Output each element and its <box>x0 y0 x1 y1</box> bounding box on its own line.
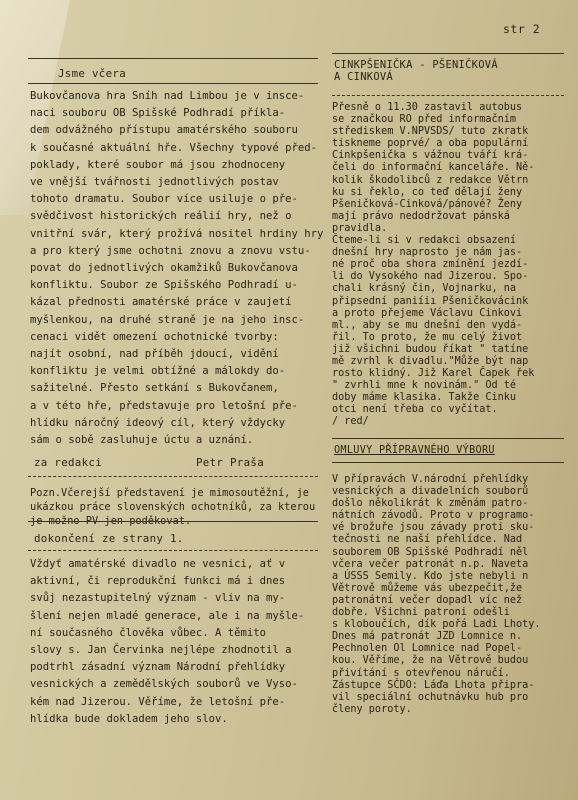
text-line: ní současného člověka vůbec. A těmito <box>30 626 266 639</box>
continuation-body <box>30 556 318 728</box>
text-line: kém nad Jizerou. Věříme, že letošní pře- <box>30 695 286 708</box>
text-line: Dnes má patronát JZD Lomnice n. <box>332 631 523 643</box>
text-line: konfliktu. Soubor ze Spišského Podhradí u- <box>30 279 298 292</box>
text-line: poklady, které soubor má jsou zhodnoceny <box>30 158 286 171</box>
text-line: svědčivost historických reálií hry, než o <box>30 210 292 223</box>
article-title-omluvy: OMLUVY PŘÍPRAVNÉHO VÝBORU <box>334 445 495 456</box>
text-line: konfliktu je velmi obtížné a málokdy do- <box>30 365 286 378</box>
top-rule-right <box>332 53 564 54</box>
text-line: Čteme-li si v redakci obsazení <box>332 235 517 247</box>
text-line: ve vnější tvářnosti jednotlivých postav <box>30 176 279 189</box>
text-line: sám o sobě zasluhuje úctu a uznání. <box>30 434 254 447</box>
text-line: vé brožuře jsou závady proti sku- <box>332 522 535 534</box>
text-line: s kloboučích, dík pořá Ladi Lhoty. <box>332 619 541 631</box>
text-line: a ÚSSS Semily. Kdo jste nebyli n <box>332 570 529 582</box>
text-line: slovy s. Jan Červinka nejlépe zhodnotil a <box>30 644 292 657</box>
text-line: Pechnolen Ol Lomnice nad Popel- <box>332 643 523 655</box>
title-rule-right <box>332 95 564 96</box>
article-body-jsme-vcera <box>30 88 324 449</box>
text-line: došlo několikrát k změnám patro- <box>332 498 529 510</box>
text-line: pravidla. <box>332 222 388 234</box>
text-line: ml., aby se mu dnešní den vydá- <box>332 319 523 331</box>
text-line: souborem OB Spišské Podhradí něl <box>332 546 529 558</box>
text-line: nátních závodů. Proto v programo- <box>332 510 535 522</box>
text-line: tečnosti ne naší přehlídce. Nad <box>332 534 523 546</box>
text-line: kázal přednosti amatérské práce v zaujetí <box>30 296 292 309</box>
text-line: ku si řeklo, co teď dělají ženy <box>332 186 523 198</box>
text-line: podtrhl zásadní význam Národní přehlídky <box>30 661 286 674</box>
text-line: Bukovčanova hra Sníh nad Limbou je v insce- <box>30 90 305 102</box>
article-title-cinkpsenicka <box>334 59 498 83</box>
text-line: li do Vysokého nad Jizerou. Spo- <box>332 271 529 283</box>
text-line: doby máme klasika. Takže Cinku <box>332 392 517 404</box>
text-line: myšlenkou, na druhé straně je na jeho insc- <box>30 313 305 326</box>
text-line: a proto přejeme Václavu Cinkovi <box>332 307 523 319</box>
text-line: připsední paniíiı Pšeničkovácink <box>332 295 529 307</box>
text-line: vesnických a divadelních souborů <box>332 486 529 498</box>
text-line: aktivní, či reprodukční funkci má i dnes <box>30 575 286 588</box>
text-line: patronátní večer dopadl víc než <box>332 594 523 606</box>
text-line: mě zvrhl k divadlu."Může být nap <box>332 355 529 367</box>
text-line: dnešní hry naprosto je nám jas- <box>332 247 523 259</box>
text-line: přivítání s otevřenou náručí. <box>332 667 510 679</box>
section-rule-right <box>332 438 564 439</box>
article-body-cinkpsenicka <box>332 102 564 429</box>
text-line: dobře. Všichni patroni odešli <box>332 607 510 619</box>
text-line: hlídka bude dokladem jeho slov. <box>30 712 228 725</box>
text-line: k současné aktuální hře. Všechny typové před- <box>30 141 318 154</box>
text-line: kou. Věříme, že na Větrově budou <box>332 655 529 667</box>
text-line: rosto klidný. Již Karel Čapek řek <box>332 368 535 380</box>
text-line: střediskem V.NPVSDS/ tuto zkratk <box>332 126 529 138</box>
text-line: chali krásný čin, Vojnarku, na <box>332 283 517 295</box>
text-line: tohoto dramatu. Soubor více usiluje o pře- <box>30 193 298 206</box>
text-line: včera večer patronát n.p. Naveta <box>332 558 529 570</box>
text-line: dem odvážného přístupu amatérského souboru <box>30 124 298 137</box>
text-line: šlení nejen mladé generace, ale i na myšle- <box>30 609 305 622</box>
text-line: Vždyť amatérské divadlo ne vesnici, ať v <box>30 558 286 570</box>
text-line: hlídku náročný ideový cíl, který vždycky <box>30 416 286 429</box>
text-line: řil. To proto, že mu celý život <box>332 331 523 343</box>
text-line: sažitelné. Přesto setkání s Bukovčanem, <box>30 382 279 395</box>
editor-note: Pozn.Včerejší představení je mimosoutěžní, je ukázkou práce slovenských ochotníků, za kterou je možno PV jen poděkovat. <box>30 487 316 527</box>
text-line: kolik škodolibců z redakce Větrn <box>332 174 529 186</box>
text-line: členy poroty. <box>332 703 412 715</box>
text-line: a pro který jsme ochotni znovu a znovu vstu- <box>30 244 311 257</box>
article-title-jsme-vcera: Jsme včera <box>58 67 127 80</box>
text-line: vesnických a zemědělských souborů ve Vyso- <box>30 678 298 691</box>
text-line: Cinkpšenička s vážnou tváří krá- <box>332 150 529 162</box>
title-rule-omluvy <box>332 462 564 463</box>
text-line: Větrově můžeme vás ubezpečit,že <box>332 582 523 594</box>
signature-label: za redakci <box>34 456 103 469</box>
top-rule-left <box>28 58 318 59</box>
continuation-rule <box>28 550 318 551</box>
text-line: vil speciální ochutnávku hub pro <box>332 691 529 703</box>
text-line: vnitřní svár, který prožívá nositel hrdiny hry <box>30 227 324 240</box>
page-number: str 2 <box>503 22 541 36</box>
continuation-title: dokončení ze strany 1. <box>34 532 184 545</box>
text-line: / red/ <box>332 416 369 428</box>
text-line: né proč oba shora zmínění jezdí- <box>332 259 529 271</box>
text-line: se značkou RO před informačním <box>332 114 517 126</box>
text-line: Zástupce SČDO: Láďa Lhota připra- <box>332 679 535 691</box>
signature-rule <box>28 476 318 477</box>
text-line: již všichni budou říkat " tatíne <box>332 343 529 355</box>
text-line: svůj nezastupitelný význam - vliv na my- <box>30 592 286 605</box>
article-body-omluvy <box>332 474 564 716</box>
title-line-2: A CINKOVÁ <box>334 71 394 83</box>
text-line: čeli do informační kanceláře. Ně- <box>332 162 535 174</box>
text-line: najít osobní, nad příběh jdoucí, vidění <box>30 348 279 361</box>
text-line: cenaci vidět omezení ochotnické tvorby: <box>30 330 279 343</box>
text-line: V přípravách V.národní přehlídky <box>332 474 529 485</box>
title-rule-left <box>28 83 318 84</box>
note-rule <box>28 521 318 522</box>
text-line: otci není třeba co vyčítat. <box>332 404 498 416</box>
text-line: Přesně o 11.30 zastavil autobus <box>332 102 523 113</box>
text-line: mají právo nedodržovat pánská <box>332 210 510 222</box>
text-line: Pšeničková-Cinková/pánové? Ženy <box>332 198 523 210</box>
text-line: tiskneme poprvé/ a oba populární <box>332 138 529 150</box>
title-line-1: CINKPŠENIČKA - PŠENIČKOVÁ <box>334 59 498 71</box>
author-name: Petr Praša <box>196 456 265 469</box>
text-line: povat do jednotlivých okamžiků Bukovčanova <box>30 262 298 275</box>
text-line: " zvrhli mne k novinám." Od té <box>332 380 517 392</box>
text-line: naci souboru OB Spišské Podhradí příkla- <box>30 107 286 120</box>
text-line: a v této hře, představuje pro letošní pře- <box>30 399 298 412</box>
